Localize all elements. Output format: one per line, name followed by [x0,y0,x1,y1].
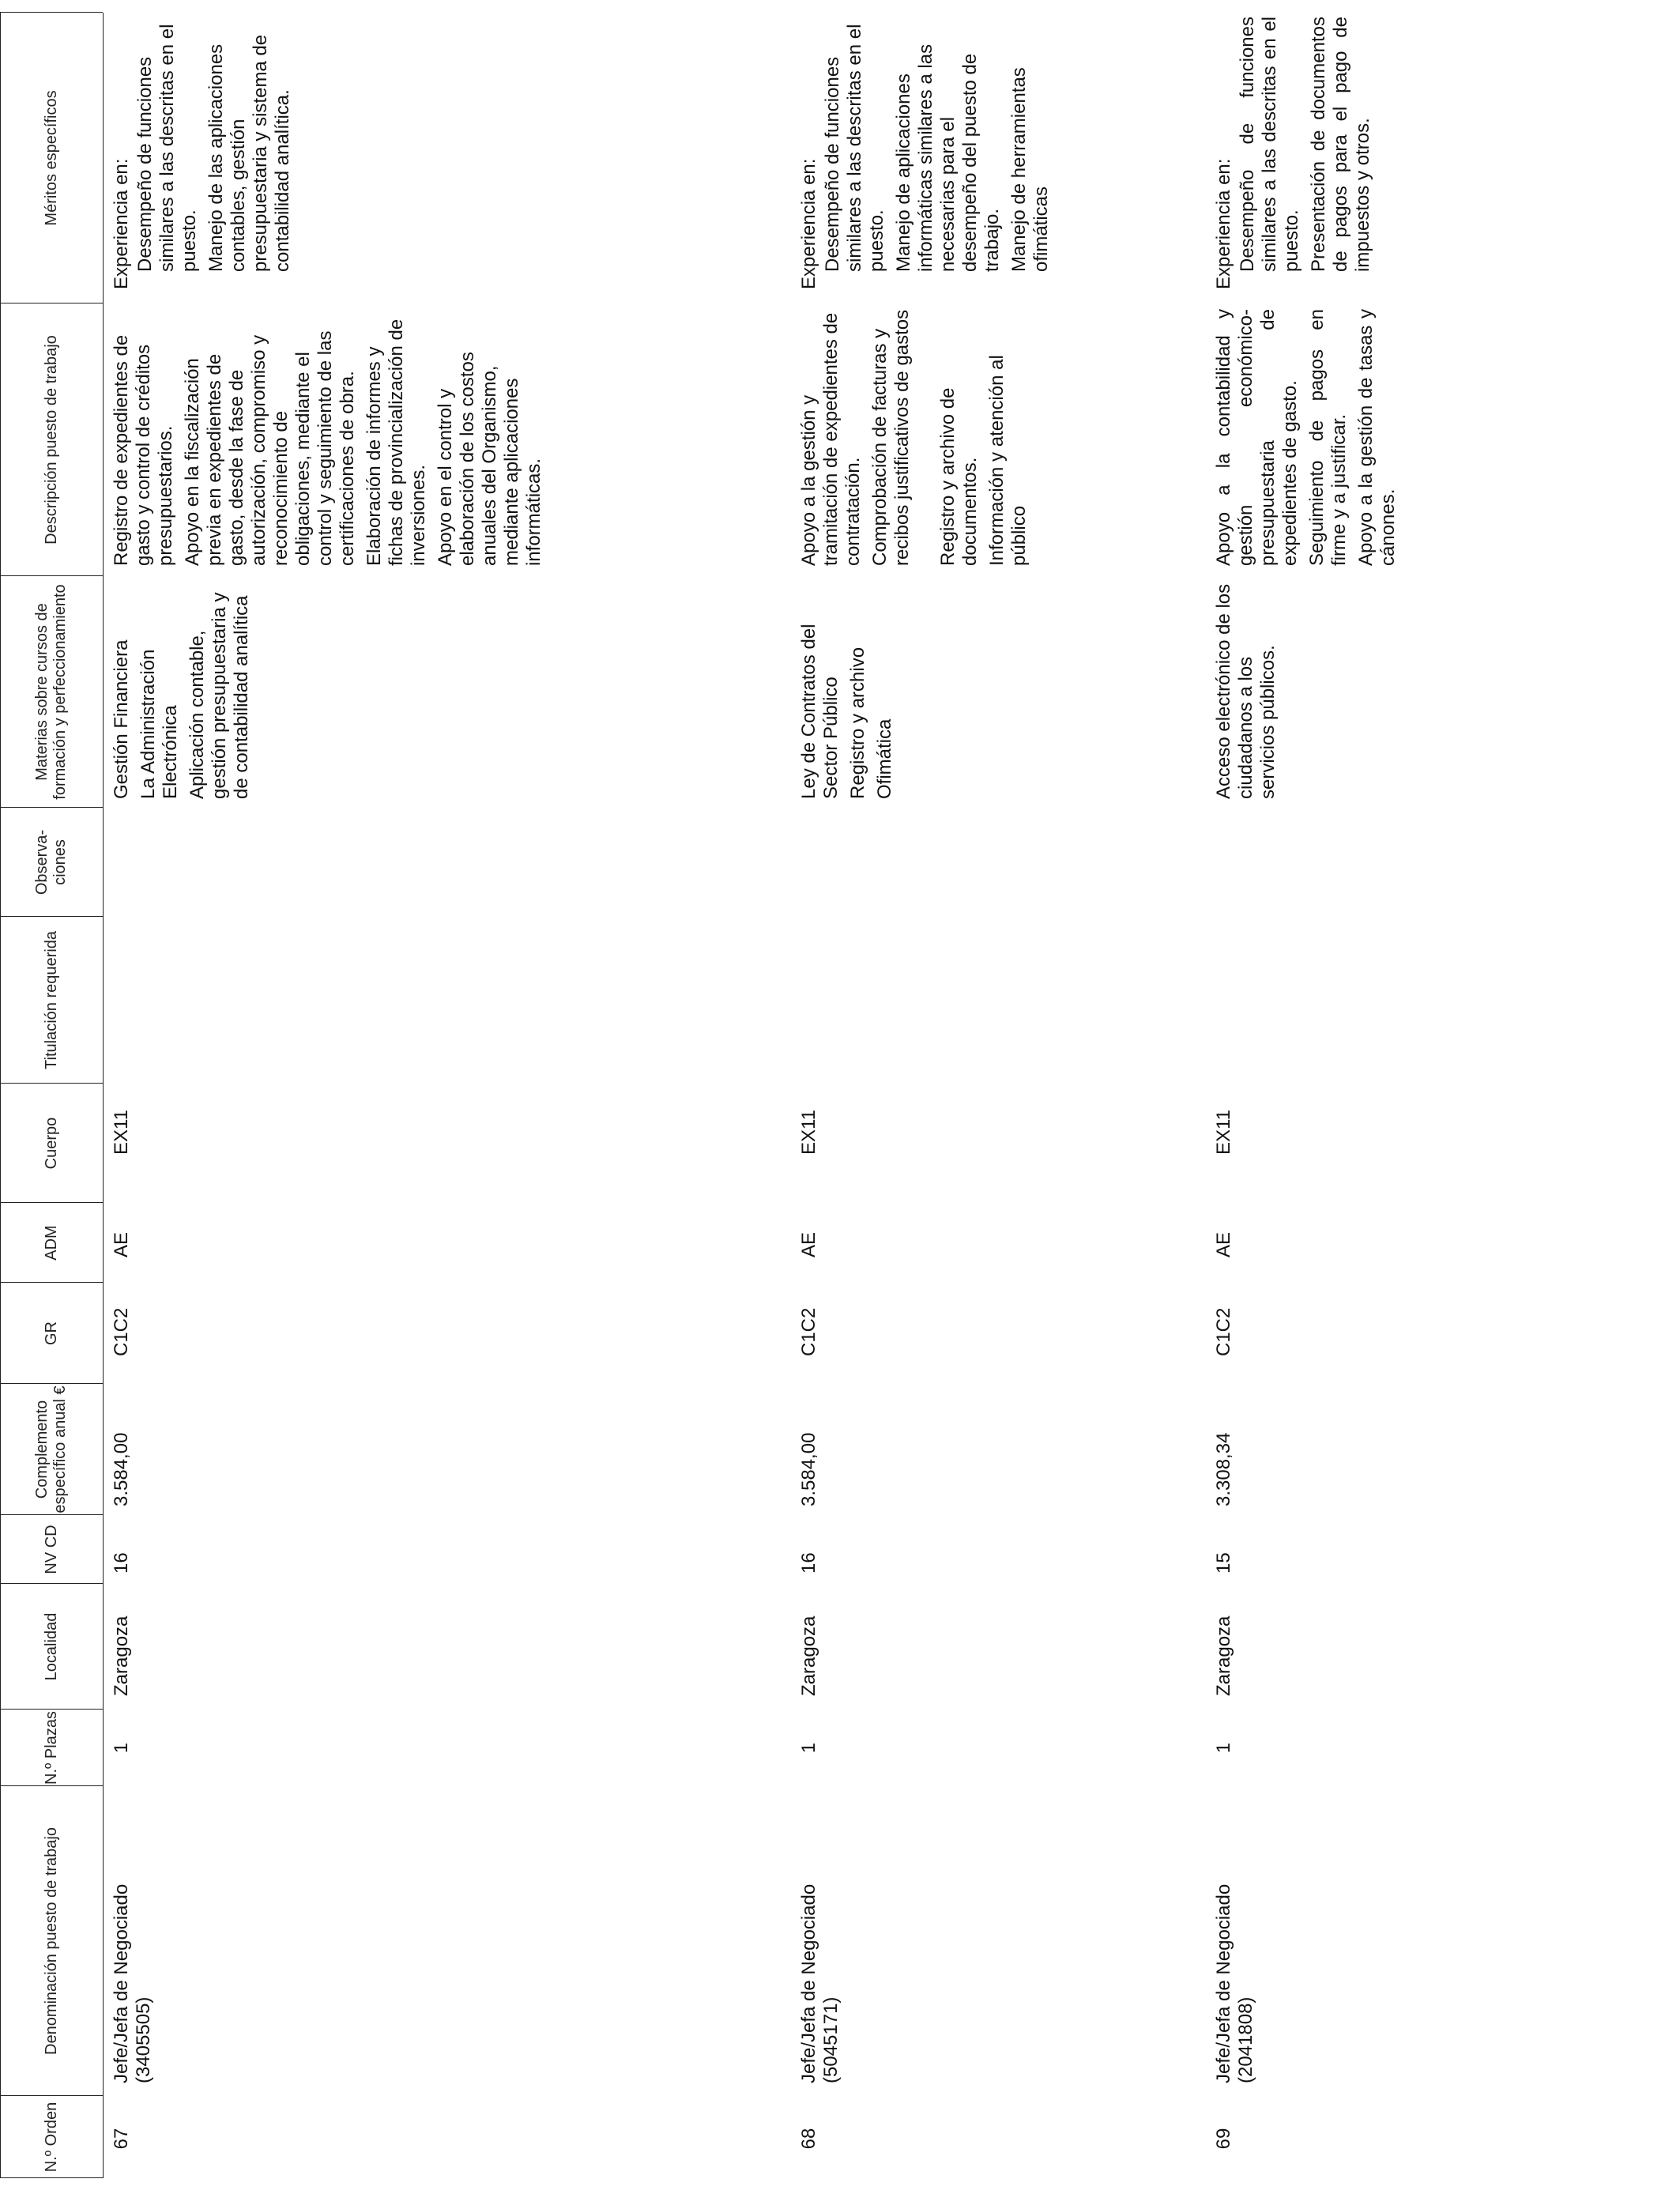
meritos-list [822,17,1053,289]
materia-item: Acceso electrónico de los ciudadanos a los servicios públicos. [1213,583,1279,799]
header-adm: ADM [42,1225,60,1261]
cell-denominacion: Jefe/Jefa de Negociado (2041808) [1213,1883,1256,2083]
header-descripcion: Descripción puesto de trabajo [42,335,60,545]
merito-item: Presentación de documentos de pagos para el pago de impuestos y otros. [1308,17,1373,272]
header-materias: Materias sobre cursos de formación y perfeccionamiento [33,584,69,800]
cell-adm: AE [1213,1231,1234,1257]
cell-plazas: 1 [798,1742,819,1754]
cell-complemento: 3.308,34 [1213,1432,1234,1506]
cell-orden: 67 [111,2128,132,2150]
descripcion-item: Información y atención al público [986,355,1030,566]
merito-item: Desempeño de funciones similares a las descritas en el puesto. [134,24,200,272]
cell-adm: AE [111,1231,132,1257]
cell-adm: AE [798,1231,819,1257]
header-divider [103,13,104,2178]
merito-item: Desempeño de funciones similares a las descritas en el puesto. [822,24,887,272]
header-denominacion: Denominación puesto de trabajo [42,1827,60,2055]
cell-gr: C1C2 [798,1307,819,1356]
cell-gr: C1C2 [111,1307,132,1356]
header-meritos: Méritos específicos [42,90,60,226]
cell-descripcion [111,309,550,566]
descripcion-item: Apoyo en la fiscalización previa en expedientes de gasto, desde la fase de autorización, compromiso y reconocimiento de obligaciones, mediante el control y seguimiento de las certificaciones de obra. [182,330,358,566]
descripcion-item: Apoyo a la gestión de tasas y cánones. [1355,309,1399,566]
header-observaciones: Observa- ciones [33,829,69,895]
cell-meritos [798,17,1057,289]
header-gr: GR [42,1321,60,1345]
descripcion-item: Registro y archivo de documentos. [937,387,981,566]
header-localidad: Localidad [42,1612,60,1681]
meritos-intro: Experiencia en: [1213,158,1234,289]
cell-nv-cd: 16 [111,1552,132,1574]
cell-cuerpo: EX11 [111,1110,132,1155]
cell-plazas: 1 [111,1742,132,1754]
cell-meritos [1213,17,1379,289]
header-cuerpo: Cuerpo [42,1117,60,1170]
descripcion-item: Apoyo en el control y elaboración de los costos anuales del Organismo, mediante aplicaciones informáticas. [435,352,544,566]
cell-orden: 68 [798,2128,819,2150]
descripcion-item: Elaboración de informes y fichas de provincialización de inversiones. [363,319,429,566]
cell-complemento: 3.584,00 [111,1432,132,1506]
materia-item: La Administración Electrónica [137,649,181,799]
header-nv-cd: NV CD [42,1525,60,1574]
cell-descripcion [798,309,1035,566]
meritos-intro: Experiencia en: [798,158,819,289]
cell-complemento: 3.584,00 [798,1432,819,1506]
header-plazas: N.º Plazas [42,1711,60,1785]
cell-plazas: 1 [1213,1742,1234,1754]
cell-materias [798,582,901,799]
descripcion-item: Apoyo a la gestión y tramitación de expedientes de contratación. [798,312,864,566]
cell-localidad: Zaragoza [1213,1615,1234,1696]
header-titulacion: Titulación requerida [42,931,60,1069]
cell-localidad: Zaragoza [798,1615,819,1696]
descripcion-item: Apoyo a la contabilidad y gestión económico-presupuestaria de expedientes de gasto. [1213,309,1301,566]
cell-denominacion: Jefe/Jefa de Negociado (3405505) [111,1883,154,2083]
cell-orden: 69 [1213,2128,1234,2150]
materia-item: Gestión Financiera [111,639,132,799]
header-orden: N.º Orden [42,2102,60,2173]
cell-denominacion: Jefe/Jefa de Negociado (5045171) [798,1883,842,2083]
descripcion-item: Comprobación de facturas y recibos justificativos de gastos [869,309,913,566]
meritos-list [134,17,294,289]
plazas-table [0,13,1680,2178]
cell-cuerpo: EX11 [1213,1110,1234,1155]
descripcion-item: Registro de expedientes de gasto y control de créditos presupuestarios. [111,334,176,566]
merito-item: Manejo de aplicaciones informáticas similares a las necesarias para el desempeño del puesto de trabajo. [893,43,1003,272]
merito-item: Desempeño de funciones similares a las descritas en el puesto. [1237,17,1302,272]
descripcion-item: Seguimiento de pagos en firme y a justificar. [1306,309,1350,566]
cell-localidad: Zaragoza [111,1615,132,1696]
materia-item: Aplicación contable, gestión presupuestaria y de contabilidad analítica [186,592,252,799]
materia-item: Registro y archivo [847,647,868,799]
materia-item: Ofimática [874,718,895,799]
cell-descripcion [1213,309,1404,566]
cell-meritos [111,17,299,289]
meritos-list [1237,17,1374,289]
materia-item: Ley de Contratos del Sector Público [798,624,842,799]
cell-nv-cd: 16 [798,1552,819,1574]
cell-nv-cd: 15 [1213,1552,1234,1574]
cell-materias [1213,582,1284,799]
meritos-intro: Experiencia en: [111,158,132,289]
merito-item: Manejo de herramientas ofimáticas [1008,67,1052,272]
cell-cuerpo: EX11 [798,1110,819,1155]
header-complemento: Complemento específico anual € [33,1385,69,1514]
cell-materias [111,582,258,799]
cell-gr: C1C2 [1213,1307,1234,1356]
merito-item: Manejo de las aplicaciones contables, gestión presupuestaria y sistema de contabilidad analítica. [205,34,293,272]
